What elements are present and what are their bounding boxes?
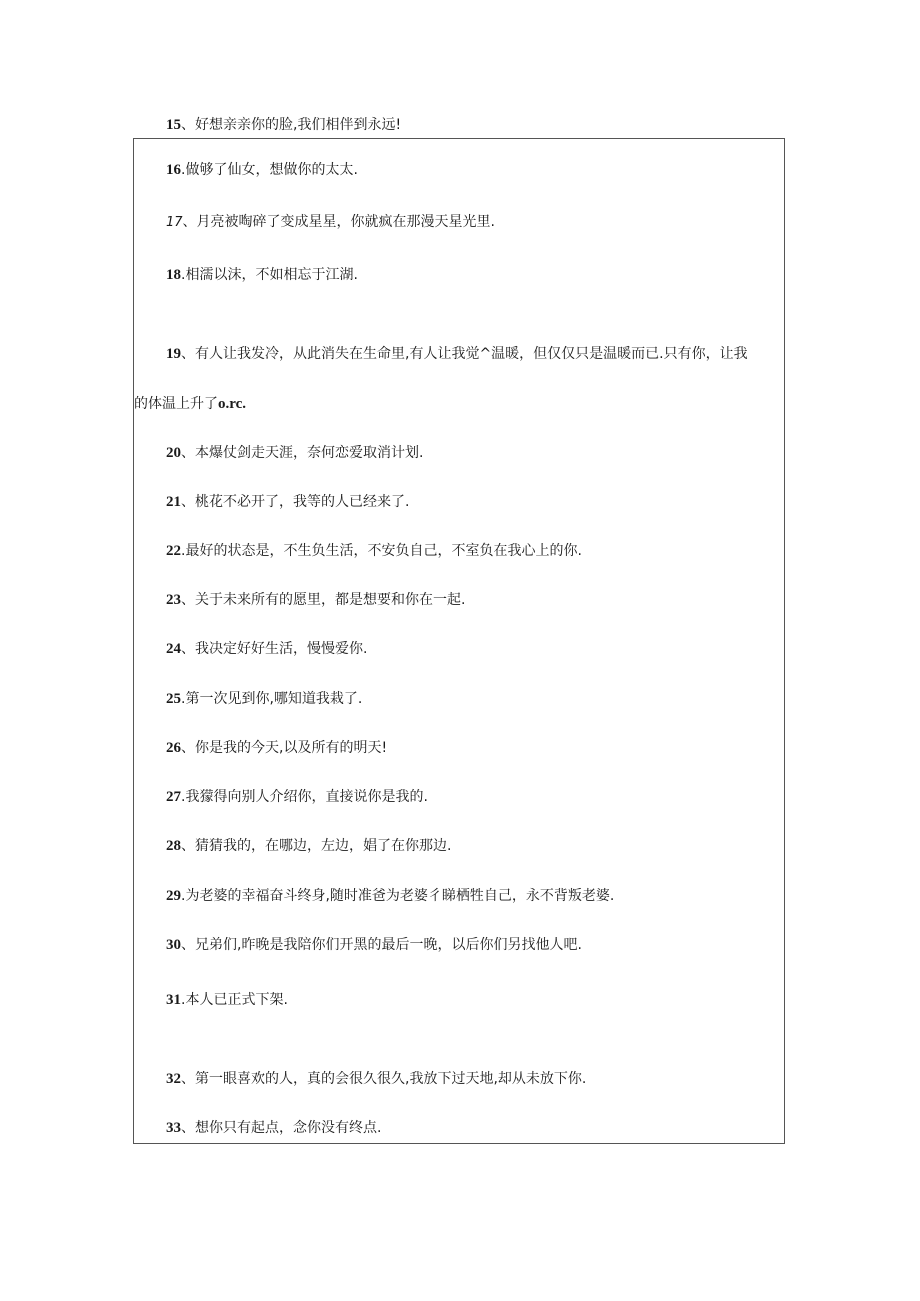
item-number: 33 xyxy=(166,1120,181,1136)
item-separator: . xyxy=(181,162,186,178)
list-item xyxy=(166,115,401,135)
list-item xyxy=(166,541,582,561)
item-text: 你是我的今天,以及所有的明天! xyxy=(195,740,388,756)
list-item xyxy=(166,265,358,285)
item-separator: 、 xyxy=(181,346,195,362)
item-number: 28 xyxy=(166,838,181,854)
item-text: 月亮被啕碎了变成星星，你就疯在那漫天星光里. xyxy=(196,214,495,230)
list-item xyxy=(166,160,358,180)
item-number: 30 xyxy=(166,937,181,953)
list-item xyxy=(166,689,362,709)
item-text: 的体温上升了 xyxy=(134,396,218,412)
item-separator: 、 xyxy=(181,592,195,608)
item-text: 相濡以沫，不如相忘于江湖. xyxy=(185,267,358,283)
item-separator: . xyxy=(181,691,186,707)
item-number: 23 xyxy=(166,592,181,608)
list-item xyxy=(166,590,465,610)
item-text: 做够了仙女，想做你的太太. xyxy=(185,162,358,178)
item-separator: 、 xyxy=(182,214,197,230)
item-separator: 、 xyxy=(181,117,195,133)
item-text: 第一次见到你,哪知道我栽了. xyxy=(185,691,363,707)
item-number: 27 xyxy=(166,789,181,805)
item-number: 21 xyxy=(166,494,181,510)
item-number: 17 xyxy=(166,215,183,230)
item-separator: 、 xyxy=(181,838,195,854)
item-number: 25 xyxy=(166,691,181,707)
item-text: 为老婆的幸福奋斗终身,随时准爸为老婆彳睇栖牲自己，永不背叛老婆. xyxy=(185,888,615,904)
item-text-latin: o.rc. xyxy=(218,396,247,412)
item-separator: . xyxy=(181,888,186,904)
list-item xyxy=(166,787,428,807)
item-separator: 、 xyxy=(181,937,195,953)
list-item-continuation xyxy=(134,394,246,414)
item-number: 24 xyxy=(166,641,181,657)
item-separator: 、 xyxy=(181,740,195,756)
item-separator: 、 xyxy=(181,641,195,657)
item-separator: 、 xyxy=(181,1120,195,1136)
item-number: 18 xyxy=(166,267,181,283)
item-separator: . xyxy=(181,789,186,805)
list-item xyxy=(166,1118,381,1138)
item-text: 第一眼喜欢的人，真的会很久很久,我放下过天地,却从未放下你. xyxy=(195,1071,587,1087)
item-text: 本爆仗剑走天涯，奈何恋爱取消计划. xyxy=(195,445,424,461)
item-separator: . xyxy=(181,543,186,559)
item-text: 有人让我发冷，从此消失在生命里,有人让我觉^温暖，但仅仅只是温暖而已.只有你，让我 xyxy=(195,346,748,362)
list-item xyxy=(166,886,614,906)
list-item xyxy=(166,990,288,1010)
item-separator: 、 xyxy=(181,445,195,461)
item-text: 好想亲亲你的脸,我们相伴到永远! xyxy=(195,117,402,133)
item-separator: . xyxy=(181,992,186,1008)
item-number: 20 xyxy=(166,445,181,461)
list-item xyxy=(166,639,367,659)
list-item xyxy=(166,836,451,856)
item-separator: . xyxy=(181,267,186,283)
item-text: 想你只有起点，念你没有终点. xyxy=(195,1120,382,1136)
list-item xyxy=(166,935,582,955)
list-item xyxy=(166,1069,586,1089)
list-item xyxy=(166,344,748,364)
item-text: 兄弟们,昨晚是我陪你们开黑的最后一晚，以后你们另找他人吧. xyxy=(195,937,582,953)
list-item xyxy=(166,492,409,512)
item-text: 本人已正式下架. xyxy=(185,992,288,1008)
item-text: 我獴得向别人介绍你，直接说你是我的. xyxy=(185,789,428,805)
item-number: 29 xyxy=(166,888,181,904)
item-number: 31 xyxy=(166,992,181,1008)
list-item xyxy=(166,443,423,463)
list-item xyxy=(166,212,495,233)
item-number: 19 xyxy=(166,346,181,362)
item-number: 22 xyxy=(166,543,181,559)
item-separator: 、 xyxy=(181,494,195,510)
item-text: 猜猜我的，在哪边，左边，娼了在你那边. xyxy=(195,838,452,854)
item-number: 16 xyxy=(166,162,181,178)
item-text: 桃花不必开了，我等的人已经来了. xyxy=(195,494,410,510)
item-text: 关于未来所有的愿里，都是想要和你在一起. xyxy=(195,592,466,608)
item-number: 32 xyxy=(166,1071,181,1087)
item-text: 最好的状态是，不生负生活，不安负自己，不室负在我心上的你. xyxy=(185,543,582,559)
item-number: 15 xyxy=(166,117,181,133)
item-text: 我决定好好生活，慢慢爱你. xyxy=(195,641,368,657)
item-separator: 、 xyxy=(181,1071,195,1087)
item-number: 26 xyxy=(166,740,181,756)
list-item xyxy=(166,738,387,758)
